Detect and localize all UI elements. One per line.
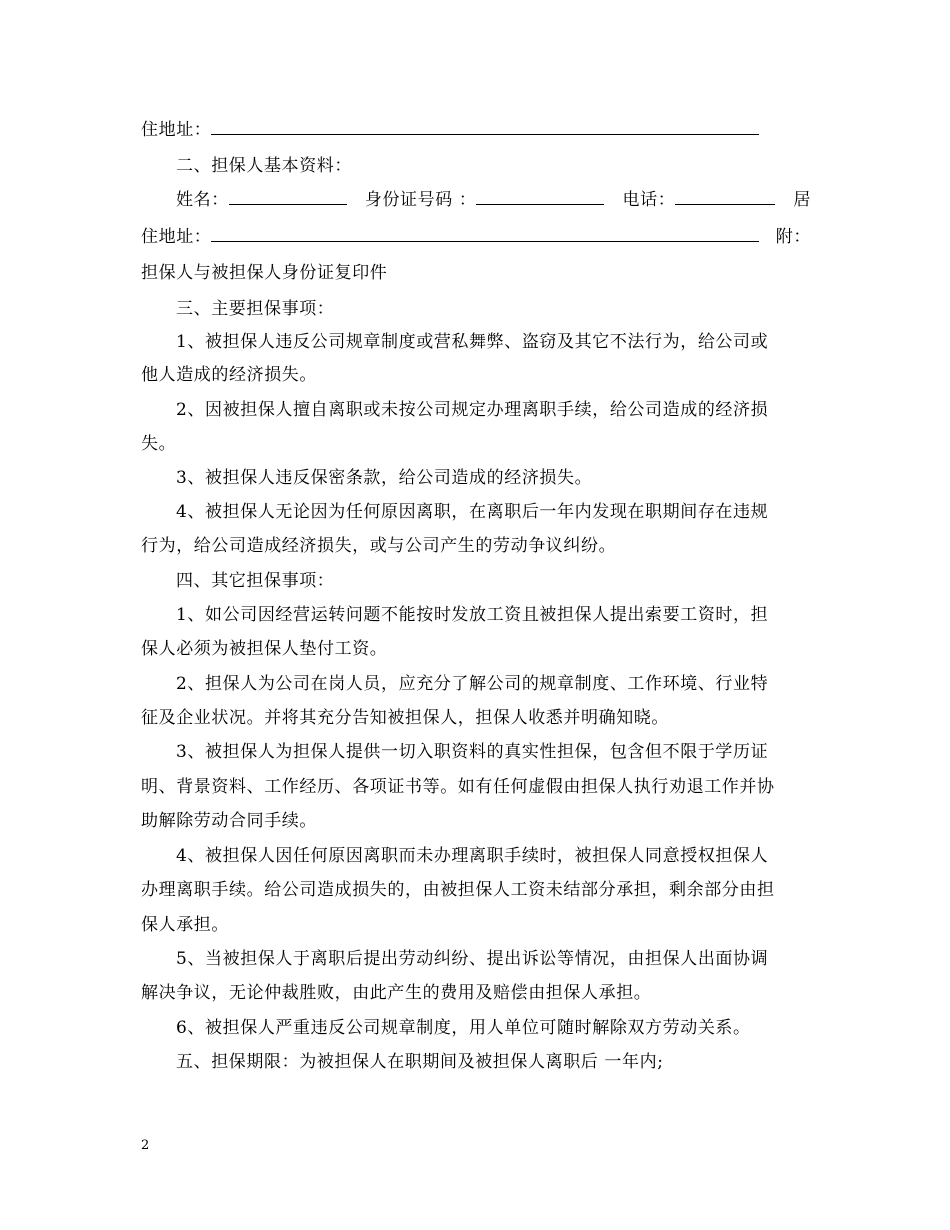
- section-4-line: 5、当被担保人于离职后提出劳动纠纷、提出诉讼等情况，由担保人出面协调: [176, 949, 769, 969]
- section-4-line: 4、被担保人因任何原因离职而未办理离职手续时，被担保人同意授权担保人: [176, 846, 769, 866]
- section-4-line: 保人必须为被担保人垫付工资。: [141, 639, 388, 659]
- guarantor-address-group: [141, 225, 759, 249]
- section-4-line: 征及企业状况。并将其充分告知被担保人，担保人收悉并明确知晓。: [141, 708, 669, 728]
- name-label: 姓名：: [176, 190, 229, 210]
- section-3-line: 行为，给公司造成经济损失，或与公司产生的劳动争议纠纷。: [141, 536, 617, 556]
- name-blank: [229, 190, 347, 205]
- guarantee-address-line: [141, 118, 811, 142]
- id-field-group: [365, 188, 605, 212]
- address-label: 住地址：: [141, 120, 212, 140]
- section-3-heading: 三、主要担保事项：: [176, 299, 335, 319]
- phone-label: 电话：: [622, 190, 676, 210]
- section-3-line: 3、被担保人违反保密条款，给公司造成的经济损失。: [176, 468, 593, 488]
- section-2-heading: 二、担保人基本资料：: [176, 156, 352, 176]
- section-4-line: 2、担保人为公司在岗人员，应充分了解公司的规章制度、工作环境、行业特: [176, 674, 769, 694]
- section-4-line: 明、背景资料、工作经历、各项证书等。如有任何虚假由担保人执行劝退工作并协: [141, 777, 775, 797]
- section-4-line: 6、被担保人严重违反公司规章制度，用人单位可随时解除双方劳动关系。: [176, 1018, 751, 1038]
- guarantor-address-line: [141, 225, 811, 249]
- section-4-line: 办理离职手续。给公司造成损失的，由被担保人工资未结部分承担，剩余部分由担: [141, 880, 775, 900]
- section-4-line: 保人承担。: [141, 915, 229, 935]
- section-4-line: 解决争议，无论仲裁胜败，由此产生的费用及赔偿由担保人承担。: [141, 983, 652, 1003]
- address-blank: [211, 120, 759, 135]
- section-4-heading: 四、其它担保事项：: [176, 571, 335, 591]
- id-blank: [476, 190, 604, 205]
- section-4-line: 1、如公司因经营运转问题不能按时发放工资且被担保人提出索要工资时，担: [176, 605, 769, 625]
- phone-blank: [675, 190, 775, 205]
- phone-field-group: [623, 188, 776, 212]
- guarantor-address-blank: [211, 227, 759, 242]
- address-prefix: 居: [793, 190, 811, 210]
- attach-label: 附：: [775, 227, 811, 247]
- section-5-text: 五、担保期限：为被担保人在职期间及被担保人离职后 一年内;: [176, 1052, 664, 1072]
- section-4-line: 3、被担保人为担保人提供一切入职资料的真实性担保，包含但不限于学历证: [176, 742, 769, 762]
- section-3-line: 1、被担保人违反公司规章制度或营私舞弊、盗窃及其它不法行为，给公司或: [176, 332, 769, 352]
- page-number: 2: [141, 1138, 150, 1153]
- section-3-line: 4、被担保人无论因为任何原因离职，在离职后一年内发现在职期间存在违规: [176, 502, 769, 522]
- section-3-line: 2、因被担保人擅自离职或未按公司规定办理离职手续，给公司造成的经济损: [176, 400, 769, 420]
- section-4-line: 助解除劳动合同手续。: [141, 811, 317, 831]
- guarantor-info-line: [176, 188, 811, 212]
- id-label: 身份证号码 ：: [364, 190, 477, 210]
- attachment-text: 担保人与被担保人身份证复印件: [141, 263, 388, 283]
- guarantor-address-label: 住地址：: [141, 227, 212, 247]
- section-3-line: 失。: [141, 434, 177, 454]
- name-field-group: [176, 188, 347, 212]
- section-3-line: 他人造成的经济损失。: [141, 365, 317, 385]
